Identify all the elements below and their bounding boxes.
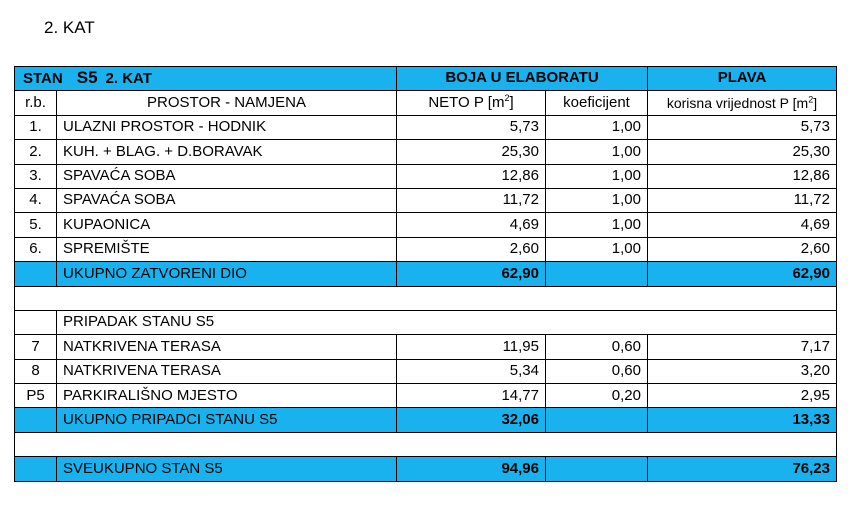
cell-neto: 11,72 xyxy=(397,188,546,212)
cell-neto: 14,77 xyxy=(397,384,546,408)
cell-name: NATKRIVENA TERASA xyxy=(57,335,397,359)
total-appurtenance-neto: 32,06 xyxy=(397,408,546,432)
cell-koef: 1,00 xyxy=(546,237,648,261)
color-value-cell: PLAVA xyxy=(648,67,837,91)
col-rb: r.b. xyxy=(15,91,57,115)
col-prostor: PROSTOR - NAMJENA xyxy=(57,91,397,115)
col-neto-end: ] xyxy=(509,93,514,111)
cell-name: PARKIRALIŠNO MJESTO xyxy=(57,384,397,408)
cell-neto: 11,95 xyxy=(397,335,546,359)
col-korisna-end: ] xyxy=(813,94,818,111)
col-koef: koeficijent xyxy=(546,91,648,115)
cell-rb: 5. xyxy=(15,213,57,237)
cell-neto: 12,86 xyxy=(397,164,546,188)
table-row xyxy=(15,359,837,383)
cell-rb xyxy=(15,408,57,432)
col-neto-text: NETO P [m xyxy=(428,93,505,111)
page-title: 2. KAT xyxy=(44,18,95,37)
cell-korisna: 5,73 xyxy=(648,115,837,139)
table-row xyxy=(15,115,837,139)
cell-rb xyxy=(15,457,57,481)
cell-koef xyxy=(546,457,648,481)
spacer-cell xyxy=(15,432,837,456)
total-closed-korisna: 62,90 xyxy=(648,262,837,286)
cell-rb xyxy=(15,262,57,286)
cell-koef: 0,60 xyxy=(546,359,648,383)
apartment-area-table xyxy=(14,66,837,482)
cell-name: SPAVAĆA SOBA xyxy=(57,188,397,212)
cell-rb: 3. xyxy=(15,164,57,188)
cell-neto: 25,30 xyxy=(397,140,546,164)
cell-koef xyxy=(546,262,648,286)
cell-koef: 1,00 xyxy=(546,164,648,188)
stan-label: STAN xyxy=(23,70,63,88)
apartment-header-cell xyxy=(15,67,397,91)
total-appurtenance-label: UKUPNO PRIPADCI STANU S5 xyxy=(57,408,397,432)
cell-neto: 5,34 xyxy=(397,359,546,383)
appurtenance-title-row xyxy=(15,310,837,334)
cell-korisna: 11,72 xyxy=(648,188,837,212)
cell-koef: 1,00 xyxy=(546,115,648,139)
cell-name: NATKRIVENA TERASA xyxy=(57,359,397,383)
cell-rb: P5 xyxy=(15,384,57,408)
col-korisna xyxy=(648,91,837,115)
cell-korisna: 3,20 xyxy=(648,359,837,383)
cell-rb: 6. xyxy=(15,237,57,261)
cell-koef: 1,00 xyxy=(546,140,648,164)
cell-korisna: 25,30 xyxy=(648,140,837,164)
col-neto xyxy=(397,91,546,115)
cell-rb: 8 xyxy=(15,359,57,383)
spacer-row xyxy=(15,286,837,310)
table-row xyxy=(15,140,837,164)
cell-name: KUH. + BLAG. + D.BORAVAK xyxy=(57,140,397,164)
cell-neto: 4,69 xyxy=(397,213,546,237)
table-header-row xyxy=(15,67,837,91)
cell-koef xyxy=(546,408,648,432)
total-closed-label: UKUPNO ZATVORENI DIO xyxy=(57,262,397,286)
cell-neto: 5,73 xyxy=(397,115,546,139)
cell-korisna: 7,17 xyxy=(648,335,837,359)
table-row xyxy=(15,384,837,408)
cell-rb: 7 xyxy=(15,335,57,359)
cell-koef: 0,20 xyxy=(546,384,648,408)
appurtenance-title: PRIPADAK STANU S5 xyxy=(57,310,837,334)
column-header-row xyxy=(15,91,837,115)
table-row xyxy=(15,188,837,212)
table-row xyxy=(15,213,837,237)
cell-rb: 1. xyxy=(15,115,57,139)
cell-rb: 4. xyxy=(15,188,57,212)
cell-name: ULAZNI PROSTOR - HODNIK xyxy=(57,115,397,139)
cell-name: SPREMIŠTE xyxy=(57,237,397,261)
grand-total-korisna: 76,23 xyxy=(648,457,837,481)
cell-korisna: 2,95 xyxy=(648,384,837,408)
cell-korisna: 4,69 xyxy=(648,213,837,237)
cell-name: SPAVAĆA SOBA xyxy=(57,164,397,188)
total-appurtenance-row xyxy=(15,408,837,432)
grand-total-neto: 94,96 xyxy=(397,457,546,481)
cell-rb xyxy=(15,310,57,334)
col-korisna-sup: 2 xyxy=(808,94,814,105)
cell-koef: 1,00 xyxy=(546,188,648,212)
cell-neto: 2,60 xyxy=(397,237,546,261)
spacer-cell xyxy=(15,286,837,310)
col-neto-sup: 2 xyxy=(504,92,510,103)
col-korisna-text: korisna vrijednost P [m xyxy=(666,94,809,111)
grand-total-row xyxy=(15,457,837,481)
total-appurtenance-korisna: 13,33 xyxy=(648,408,837,432)
cell-korisna: 2,60 xyxy=(648,237,837,261)
grand-total-label: SVEUKUPNO STAN S5 xyxy=(57,457,397,481)
table-row xyxy=(15,335,837,359)
table-row xyxy=(15,164,837,188)
total-closed-row xyxy=(15,262,837,286)
cell-korisna: 12,86 xyxy=(648,164,837,188)
table-row xyxy=(15,237,837,261)
cell-koef: 1,00 xyxy=(546,213,648,237)
color-label-cell: BOJA U ELABORATU xyxy=(397,67,648,91)
stan-id: S5 xyxy=(76,68,98,88)
spacer-row xyxy=(15,432,837,456)
cell-name: KUPAONICA xyxy=(57,213,397,237)
cell-koef: 0,60 xyxy=(546,335,648,359)
floor-label: 2. KAT xyxy=(105,70,152,88)
cell-rb: 2. xyxy=(15,140,57,164)
total-closed-neto: 62,90 xyxy=(397,262,546,286)
